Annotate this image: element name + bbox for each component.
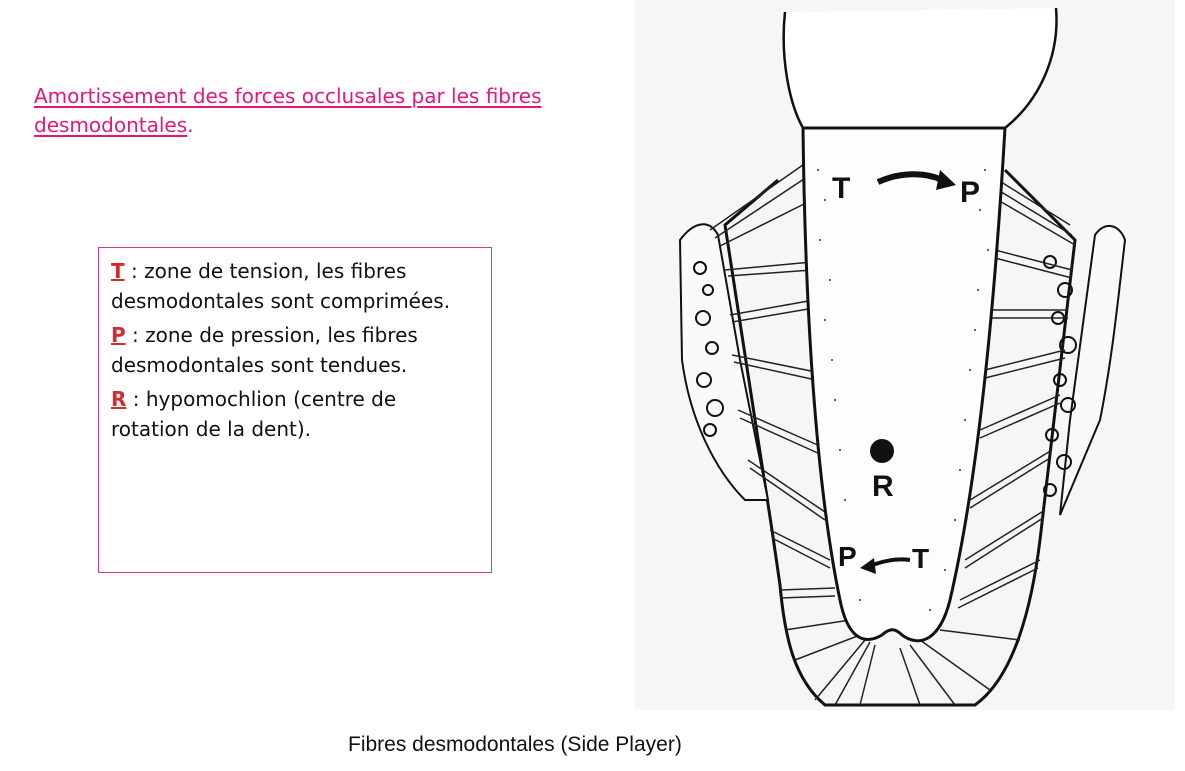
slide-title-period: .: [187, 113, 194, 137]
tooth-crown: [784, 8, 1057, 128]
legend-text-t: : zone de tension, les fibres desmodontales sont comprimées.: [111, 259, 451, 313]
label-top-p: P: [960, 176, 981, 209]
legend-text-p: : zone de pression, les fibres desmodontales sont tendues.: [111, 323, 418, 377]
label-bottom-p: P: [838, 541, 857, 572]
slide-title: [34, 82, 654, 140]
rotation-center-dot: [870, 439, 894, 463]
label-bottom-t: T: [912, 543, 930, 574]
legend-box: [98, 247, 492, 573]
legend-item-pression: [111, 320, 479, 380]
figure-caption: Fibres desmodontales (Side Player): [348, 733, 682, 756]
legend-item-hypomochlion: [111, 384, 479, 444]
tooth-diagram: [620, 0, 1185, 720]
legend-key-t: T: [111, 259, 125, 283]
legend-key-p: P: [111, 323, 126, 347]
legend-text-r: : hypomochlion (centre de rotation de la dent).: [111, 387, 397, 441]
label-top-t: T: [832, 172, 851, 205]
label-r: R: [872, 470, 894, 503]
legend-item-tension: [111, 256, 479, 316]
slide-title-text: Amortissement des forces occlusales par les fibres desmodontales: [34, 84, 542, 137]
tooth-figure: [620, 0, 1185, 720]
legend-key-r: R: [111, 387, 127, 411]
